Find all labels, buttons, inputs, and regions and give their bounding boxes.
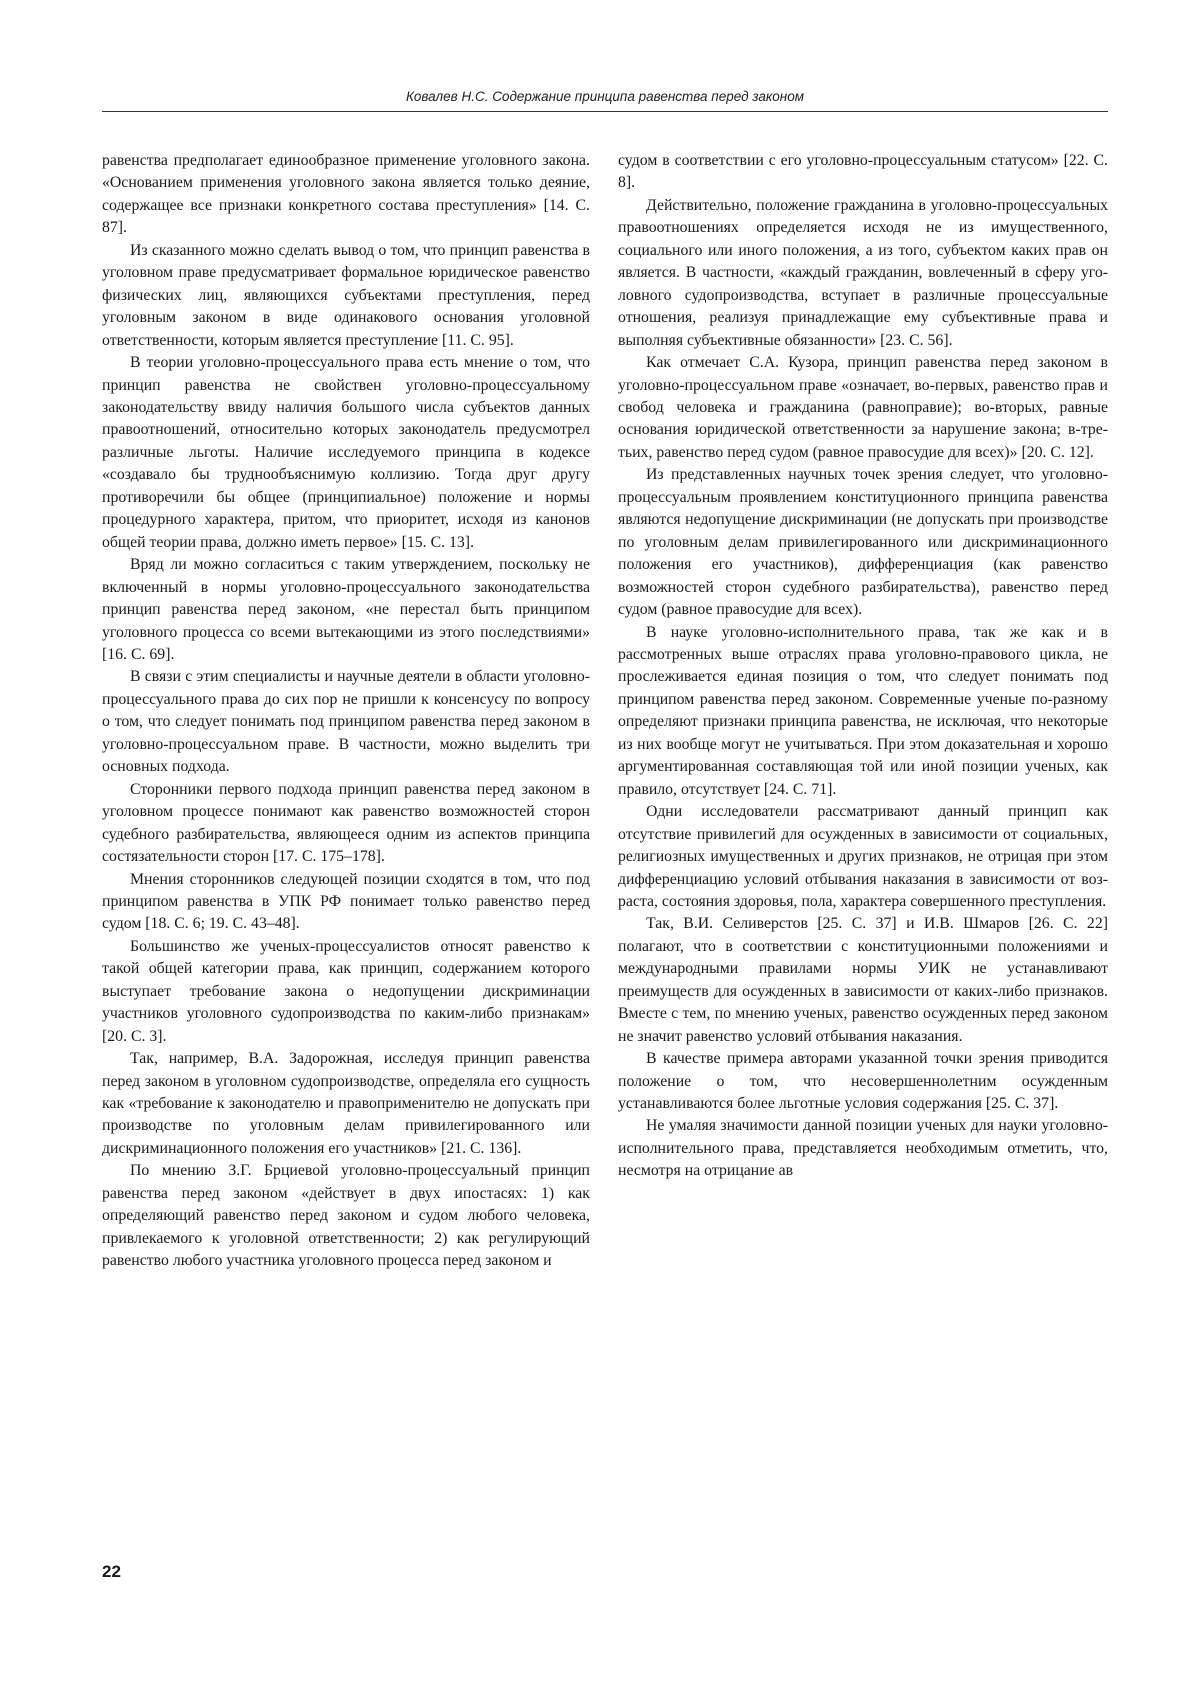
paragraph: В качестве примера авторами указанной точки зрения приводится положение о том, что несовершеннолетним осужденным устанавливаются более льготные условия содержания [25. С. 37]. (618, 1050, 1108, 1113)
paragraph: судом в соответствии с его уголовно-процессуальным статусом» [22. С. 8]. (618, 152, 1108, 192)
header-rule (102, 111, 1108, 112)
paragraph: Не умаляя значимости данной позиции ученых для науки уголовно-исполнительного права, представляется необходимым отметить, что, несмотря на отрицание ав (618, 1117, 1108, 1180)
paragraph: Одни исследователи рассматривают данный принцип как отсутствие привилегий для осужденных в зависимости от социальных, религиозных имущественных и других признаков, не отрицая при этом дифференциацию условий отбывания наказания в зависимости от возраста, состояния здоровья, пола, характера совершенного преступления. (618, 803, 1108, 910)
paragraph: Вряд ли можно согласиться с таким утверждением, поскольку не включенный в нормы уголовно-процессуального законодательства принцип равенства перед законом, «не перестал быть принципом уголовного процесса со всеми вытекающими из этого последствиями» [16. С. 69]. (102, 556, 590, 663)
paragraph: Большинство же ученых-процессуалистов относят равенство к такой общей категории права, как принцип, содержанием которого выступает требование закона о недопущении дискриминации участников уголовного судопроизводства по каким-либо признакам» [20. С. 3]. (102, 937, 590, 1045)
paragraph: В теории уголовно-процессуального права есть мнение о том, что принцип равенства не свойствен уголовно-процессуальному законодательству ввиду наличия большого числа субъектов данных правоотношений, относительно которых законодатель предусмотрел различные льготы. Наличие исследуемого принципа в кодексе «создавало бы труднообъяснимую коллизию. Тогда друг другу противоречили бы общее (принципиальное) положение и нормы процедурного характера, притом, что приоритет, исходя из канонов общей теории права, должно иметь первое» [15. С. 13]. (102, 354, 590, 551)
right-column (618, 150, 1108, 1183)
left-column (102, 150, 590, 1273)
paragraph: Как отмечает С.А. Кузора, принцип равенства перед законом в уголовно-процессуальном праве «означает, во-первых, равенство прав и свобод человека и гражданина (равноправие); во-вторых, равные основания юридической ответственности за нарушение закона; в-третьих, равенство перед судом (равное правосудие для всех)» [20. С. 12]. (618, 354, 1108, 461)
paragraph: Из сказанного можно сделать вывод о том, что принцип равенства в уголовном праве предусматривает формальное юридическое равенство физических лиц, являющихся субъектами преступления, перед уголовным законом в виде одинакового основания уголовной ответственности, которым является преступление [11. С. 95]. (102, 241, 590, 349)
paragraph: Сторонники первого подхода принцип равенства перед законом в уголовном процессе понимают как равенство возможностей сторон судебного разбирательства, являющееся одним из аспектов принципа состязательности сторон [17. С. 175–178]. (102, 780, 590, 866)
paragraph: равенства предполагает единообразное применение уголовного закона. «Основанием применения уголовного закона является только деяние, содержащее все признаки конкретного состава преступления» [14. С. 87]. (102, 152, 590, 237)
paragraph: Действительно, положение гражданина в уголовно-процессуальных правоотношениях определяется исходя не из имущественного, социального или иного положения, а из того, субъектом каких прав он является. В частности, «каждый гражданин, вовлеченный в сферу уголовного судопроизводства, вступает в различные процессуальные отношения, реализуя принадлежащие ему субъективные права и выполняя субъективные обязанности» [23. С. 56]. (618, 196, 1108, 349)
paragraph: Мнения сторонников следующей позиции сходятся в том, что под принципом равенства в УПК РФ понимает только равенство перед судом [18. С. 6; 19. С. 43–48]. (102, 870, 590, 933)
paragraph: Так, например, В.А. Задорожная, исследуя принцип равенства перед законом в уголовном судопроизводстве, определяла его сущность как «требование к законодателю и правоприменителю не допускать при производстве по уголовным делам привилегированного или дискриминационного положения его участников» [21. С. 136]. (102, 1050, 590, 1157)
paragraph: Из представленных научных точек зрения следует, что уголовно-процессуальным проявлением конституционного принципа равенства являются недопущение дискриминации (не допускать при производстве по уголовным делам привилегированного или дискриминационного положения его участников), дифференциация (как равенство возможностей сторон судебного разбирательства), равенство перед судом (равное правосудие для всех). (618, 466, 1108, 619)
running-title: Ковалев Н.С. Содержание принципа равенства перед законом (405, 89, 805, 104)
paragraph: В науке уголовно-исполнительного права, так же как и в рассмотренных выше отраслях права уголовно-правового цикла, не прослеживается единая позиция о том, что следует понимать под принципом равенства перед законом. Современные ученые по-разному определяют признаки принципа равенства, не исключая, что некоторые из них вообще могут не учитываться. При этом доказательная и хорошо аргументированная составляющая той или иной позиции ученых, как правило, отсутствует [24. С. 71]. (618, 623, 1108, 798)
paragraph: В связи с этим специалисты и научные деятели в области уголовно-процессуального права до сих пор не пришли к консенсусу по вопросу о том, что следует понимать под принципом равенства перед законом в уголовно-процессуальном праве. В частности, можно выделить три основных подхода. (102, 668, 590, 776)
paragraph: Так, В.И. Селиверстов [25. С. 37] и И.В. Шмаров [26. С. 22] полагают, что в соответствии с конституционными положениями и международными правилами нормы УИК не устанавливают преимуществ для осужденных в зависимости от каких-либо признаков. Вместе с тем, по мнению ученых, равенство осужденных перед законом не значит равенство условий отбывания наказания. (618, 915, 1108, 1045)
paragraph: По мнению З.Г. Брциевой уголовно-процессуальный принцип равенства перед законом «действует в двух ипостасях: 1) как определяющий равенство перед законом и судом любого человека, привлекаемого к уголовной ответственности; 2) как регулирующий равенство любого участника уголовного процесса перед законом и (102, 1162, 590, 1270)
page-number: 22 (102, 1562, 121, 1581)
